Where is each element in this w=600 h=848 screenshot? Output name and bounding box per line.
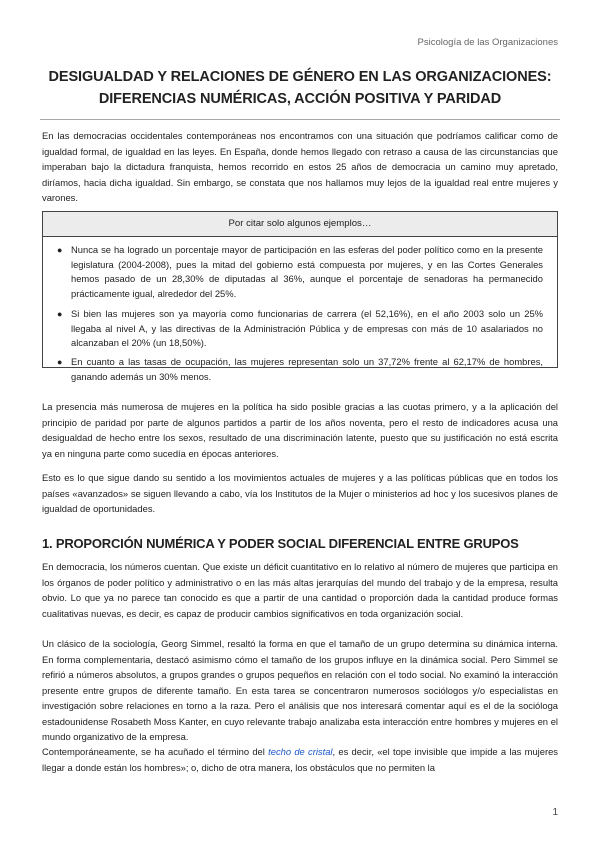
title-divider bbox=[40, 119, 560, 120]
paragraph-quotas: La presencia más numerosa de mujeres en la política ha sido posible gracias a las cuotas primero, y a la aplicación del principio de paridad por parte de algunos partidos a partir de los años noventa, pero el resto de indicadores acusa una desigualdad de hecho entre los sexos, resultado de una discriminación latente, puesto que su justificación no está escrita ya en ninguna parte como sucedía en épocas anteriores. bbox=[42, 401, 558, 459]
bullet-icon: ● bbox=[57, 309, 63, 319]
paragraph-simmel: Un clásico de la sociología, Georg Simmel, resaltó la forma en que el tamaño de un grupo determina su dinámica interna. En forma complementaria, destacó asimismo cómo el tamaño de los grupos influye en la dinámica social. Pero Simmel se refirió a números absolutos, a grupos grandes o grupos pequeños en relación con el todo social. No examinó la interacción presente entre grupos de diferente tamaño. En esta tarea se concentraron numerosos sociólogos y/o especialistas en investigación sobre relaciones en torno a la raza. Pero el análisis que nos interesará comentar aquí es el de la socióloga estadounidense Rosabeth Moss Kanter, en cuyo relevante trabajo analizaba esta interacción entre hombres y mujeres en el mundo organizativo de la empresa. bbox=[42, 638, 558, 742]
paragraph-numbers: En democracia, los números cuentan. Que existe un déficit cuantitativo en lo relativo al número de mujeres que participa en los órganos de poder político y administrativo o en las más altas jerarquías del mundo del trabajo y de la empresa, resulta obvio. Lo que ya no parece tan conocido es que a partir de una cantidad o proporción dada la cantidad produce formas cualitativas nuevas, es decir, es capaz de producir cambios significativos en toda organización social. bbox=[42, 561, 558, 619]
bullet-icon: ● bbox=[57, 357, 63, 367]
paragraph-glass-ceiling bbox=[42, 744, 558, 775]
running-header: Psicología de las Organizaciones bbox=[417, 37, 558, 48]
page-number: 1 bbox=[552, 807, 558, 818]
examples-box bbox=[42, 211, 558, 382]
paragraph-movements: Esto es lo que sigue dando su sentido a los movimientos actuales de mujeres y a las políticas públicas que en todos los países «avanzados» se siguen llevando a cabo, vía los Institutos de la Mujer o ministerios ad hoc y los sucesivos planes de igualdad de oportunidades. bbox=[42, 472, 558, 514]
list-item-text: En cuanto a las tasas de ocupación, las mujeres representan solo un 37,72% frente al 62,17% de hombres, ganando además un 30% menos. bbox=[71, 356, 543, 382]
list-item bbox=[57, 243, 543, 301]
glass-ceiling-text-before: Contemporáneamente, se ha acuñado el término del bbox=[42, 746, 269, 757]
list-item-text: Si bien las mujeres son ya mayoría como funcionarias de carrera (el 52,16%), en el año 2003 solo un 25% llegaba al nivel A, y las directivas de la Administración Pública y de empresas con más de 10 asalariados no alcanzaban el 20% (un 18,50%). bbox=[71, 308, 543, 348]
document-title bbox=[40, 66, 560, 110]
examples-box-heading: Por citar solo algunos ejemplos… bbox=[43, 212, 557, 237]
glass-ceiling-link[interactable]: techo de cristal bbox=[268, 746, 333, 757]
intro-paragraph: En las democracias occidentales contemporáneas nos encontramos con una situación que podríamos calificar como de igualdad formal, de igualdad en las leyes. En España, donde hemos llegado con retraso a causa de las circunstancias que imperaban bajo la dictadura franquista, hemos recorrido en estos 25 años de democracia un camino muy apretado, diríamos, hacia dicha igualdad. Sin embargo, se constata que nos hallamos muy lejos de la igualdad real entre mujeres y varones. bbox=[42, 130, 558, 203]
list-item-text: Nunca se ha logrado un porcentaje mayor de participación en las esferas del poder político como en la presente legislatura (2004-2008), pues la mitad del gobierno está compuesta por mujeres, y en las Cortes Generales hemos pasado de un 28,30% de diputadas al 36%, aunque el porcentaje de senadoras ha permanecido prácticamente igual, alrededor del 25%. bbox=[71, 244, 543, 299]
list-item bbox=[57, 355, 543, 384]
glass-ceiling-text-after: , es decir, «el tope invisible que impide a las mujeres llegar a donde están los hombres»; o, dicho de otra manera, los obstáculos que no permiten la bbox=[42, 746, 558, 773]
title-line-1: DESIGUALDAD Y RELACIONES DE GÉNERO EN LAS ORGANIZACIONES: bbox=[48, 69, 552, 85]
list-item bbox=[57, 307, 543, 351]
title-line-2: DIFERENCIAS NUMÉRICAS, ACCIÓN POSITIVA Y PARIDAD bbox=[98, 91, 502, 107]
bullet-icon: ● bbox=[57, 245, 63, 255]
section-heading: 1. PROPORCIÓN NUMÉRICA Y PODER SOCIAL DIFERENCIAL ENTRE GRUPOS bbox=[42, 536, 519, 551]
